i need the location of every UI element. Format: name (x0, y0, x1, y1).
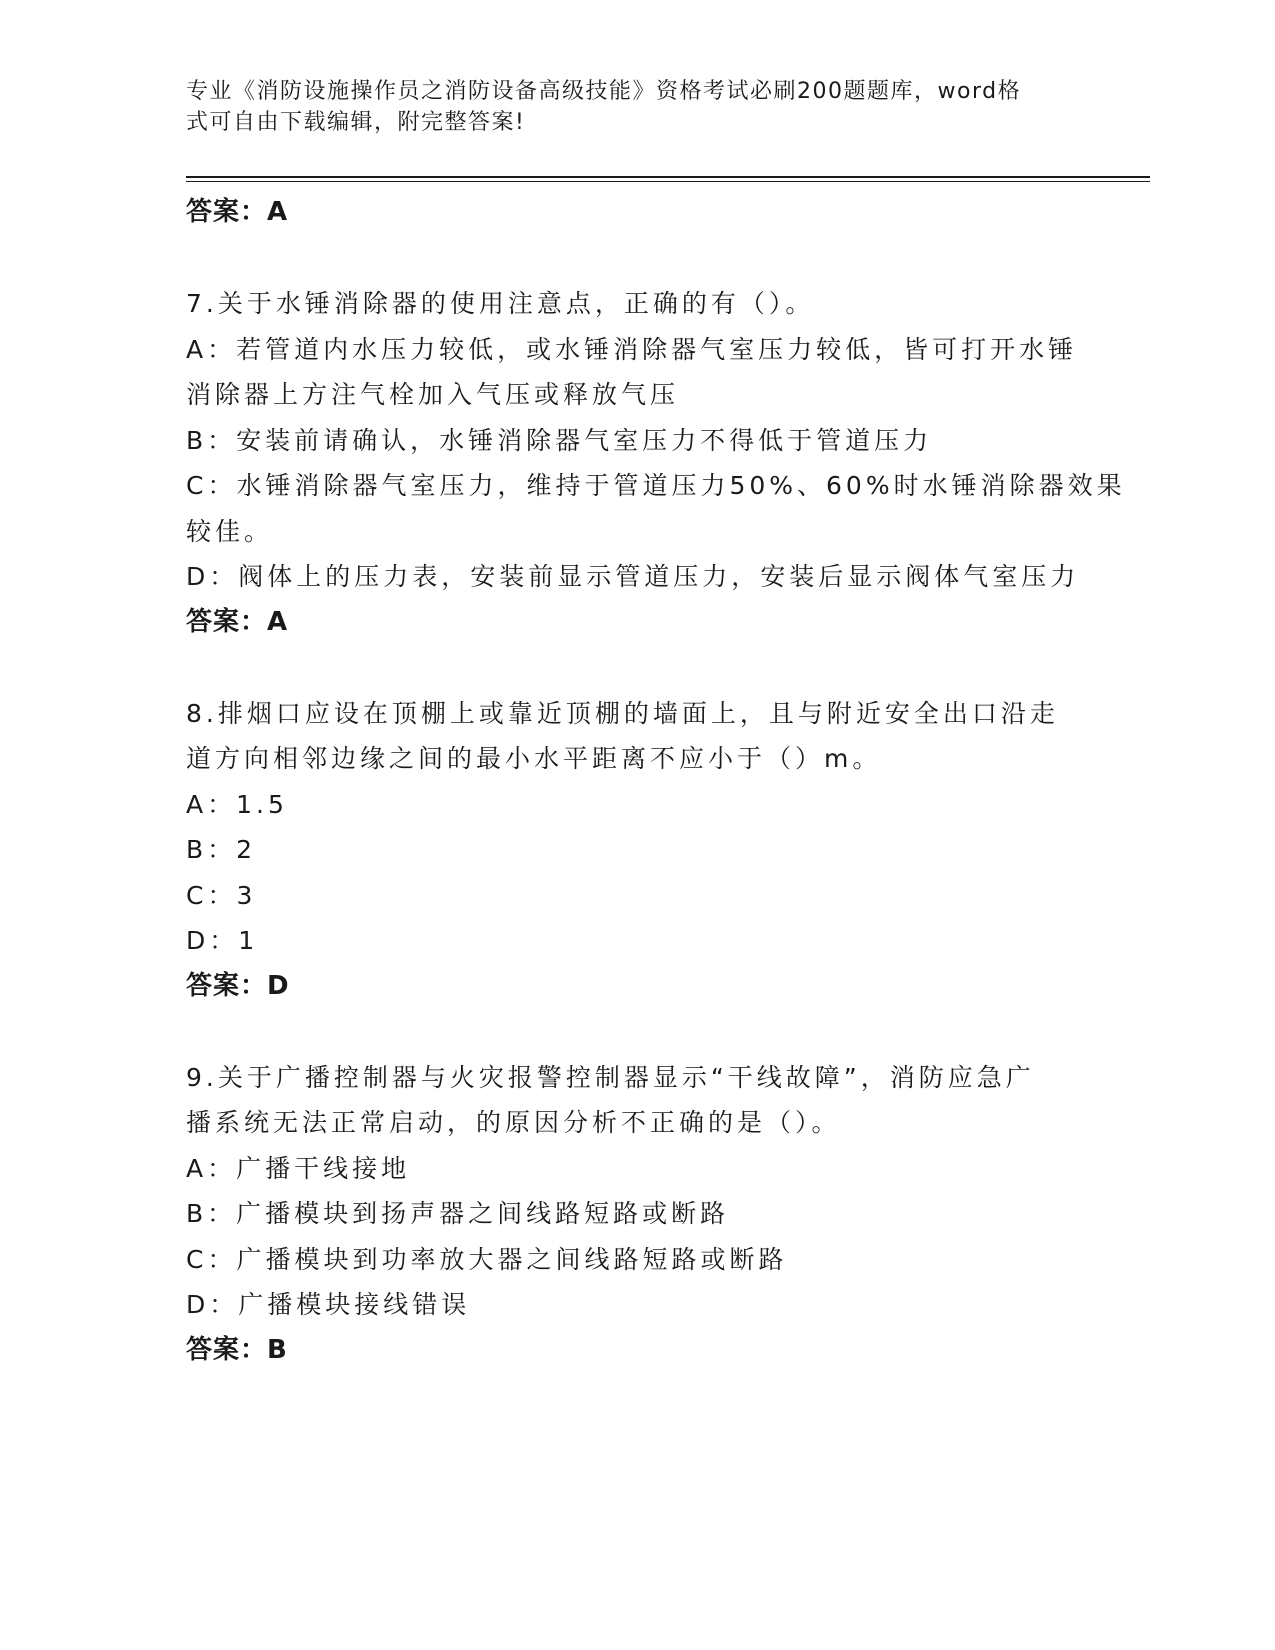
option-b: B：广播模块到扬声器之间线路短路或断路 (186, 1199, 730, 1228)
document-header (186, 76, 1076, 138)
question-list (186, 190, 1126, 1373)
option-text-continued: 较佳。 (186, 516, 274, 546)
option-text: D：阀体上的压力表，安装前显示管道压力，安装后显示阀体气室压力 (186, 562, 1080, 591)
answer: 答案：D (186, 970, 290, 1001)
answer: 答案：A (186, 606, 289, 637)
answer: 答案：B (186, 1334, 288, 1365)
question-stem: 9.关于广播控制器与火灾报警控制器显示“干线故障”，消防应急广 (186, 1062, 1035, 1092)
question-8 (186, 691, 1086, 1010)
question-stem-continued: 播系统无法正常启动，的原因分析不正确的是（）。 (186, 1108, 841, 1137)
option-d: D：广播模块接线错误 (186, 1290, 471, 1319)
header-line-1: 专业《消防设施操作员之消防设备高级技能》资格考试必刷200题题库，word格 (186, 79, 1022, 104)
spacer (186, 645, 1086, 691)
option-c (186, 463, 1126, 554)
option-a: A：1.5 (186, 789, 288, 819)
option-a: A：广播干线接地 (186, 1153, 411, 1183)
question-stem: 8.排烟口应设在顶棚上或靠近顶棚的墙面上，且与附近安全出口沿走 (186, 698, 1059, 728)
option-text-continued: 消除器上方注气栓加入气压或释放气压 (186, 380, 680, 409)
option-text: C：水锤消除器气室压力，维持于管道压力50%、60%时水锤消除器效果 (186, 471, 1126, 500)
previous-answer: 答案：A (186, 197, 289, 227)
spacer (186, 236, 1086, 282)
header-divider-thin (186, 181, 1150, 182)
header-divider-thick (186, 176, 1150, 178)
question-9 (186, 1055, 1086, 1374)
option-b: B：2 (186, 835, 257, 864)
header-line-2: 式可自由下载编辑，附完整答案! (186, 110, 526, 135)
question-stem: 7.关于水锤消除器的使用注意点，正确的有（）。 (186, 289, 815, 318)
question-stem-continued: 道方向相邻边缘之间的最小水平距离不应小于（）m。 (186, 744, 882, 773)
option-d: D：1 (186, 926, 259, 955)
option-c: C：3 (186, 880, 257, 910)
option-b (186, 418, 1086, 464)
option-text: B：安装前请确认，水锤消除器气室压力不得低于管道压力 (186, 425, 933, 455)
question-7 (186, 281, 1126, 645)
spacer (186, 1009, 1086, 1055)
option-text: A：若管道内水压力较低，或水锤消除器气室压力较低，皆可打开水锤 (186, 334, 1078, 364)
option-c: C：广播模块到功率放大器之间线路短路或断路 (186, 1244, 788, 1274)
option-a (186, 327, 1086, 418)
option-d (186, 554, 1086, 600)
